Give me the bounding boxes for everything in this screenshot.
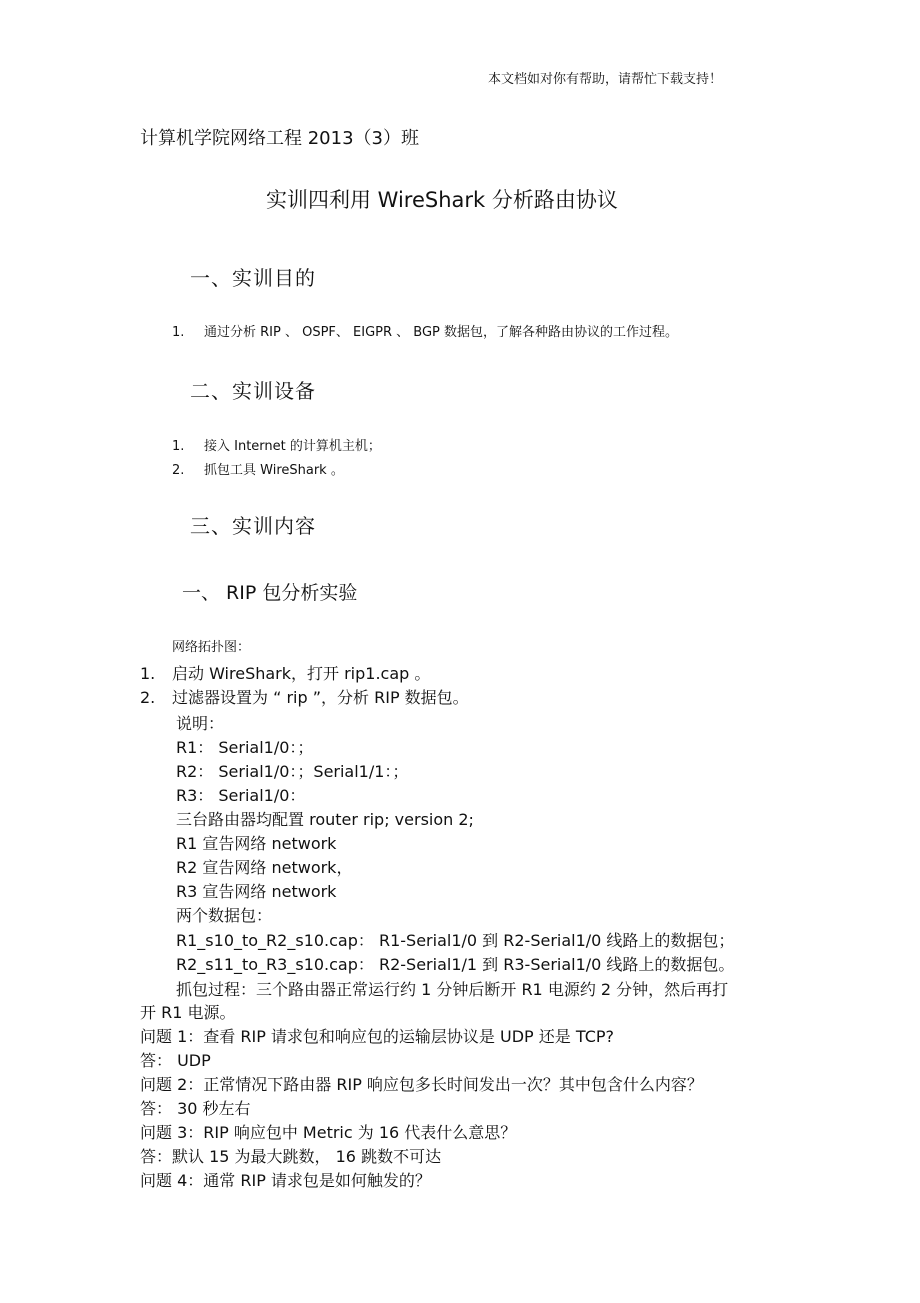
explain-line: R1： Serial1/0：；	[176, 738, 314, 757]
topology-caption: 网络拓扑图：	[172, 640, 251, 655]
section-heading-equipment: 二、实训设备	[190, 379, 316, 403]
explain-line: R1 宣告网络 network	[176, 834, 337, 853]
item-number: 1.	[172, 325, 185, 340]
explain-line: R2： Serial1/0：；Serial1/1：；	[176, 762, 409, 781]
explain-line: R2 宣告网络 network，	[176, 858, 353, 877]
subsection-heading-rip: 一、 RIP 包分析实验	[182, 582, 358, 604]
question-4: 问题 4：通常 RIP 请求包是如何触发的？	[140, 1171, 431, 1190]
item-text: 抓包工具 WireShark 。	[204, 463, 344, 478]
question-2: 问题 2：正常情况下路由器 RIP 响应包多长时间发出一次？其中包含什么内容？	[140, 1075, 703, 1094]
item-text: 接入 Internet 的计算机主机；	[204, 439, 381, 454]
header-note: 本文档如对你有帮助，请帮忙下载支持！	[488, 72, 723, 87]
capture-process-line-2: 开 R1 电源。	[140, 1003, 236, 1022]
section-heading-content: 三、实训内容	[190, 514, 316, 538]
equipment-item-1	[172, 435, 381, 454]
explain-line: 两个数据包：	[176, 906, 273, 925]
answer-2: 答： 30 秒左右	[140, 1099, 251, 1118]
class-line: 计算机学院网络工程 2013（3）班	[140, 128, 419, 149]
step-number: 1.	[140, 664, 156, 683]
step-2	[140, 685, 469, 708]
step-number: 2.	[140, 688, 156, 707]
step-1	[140, 661, 430, 684]
purpose-item-1	[172, 321, 678, 340]
question-3: 问题 3：RIP 响应包中 Metric 为 16 代表什么意思？	[140, 1123, 517, 1142]
item-number: 2.	[172, 463, 185, 478]
document-title: 实训四利用 WireShark 分析路由协议	[266, 188, 618, 212]
explain-line: R3： Serial1/0：	[176, 786, 306, 805]
explain-line: R2_s11_to_R3_s10.cap： R2-Serial1/1 到 R3-Serial1/0 线路上的数据包。	[176, 955, 735, 974]
answer-1: 答： UDP	[140, 1051, 211, 1070]
item-text: 通过分析 RIP 、 OSPF、 EIGPR 、 BGP 数据包，了解各种路由协议的工作过程。	[204, 325, 679, 340]
capture-process-line-1: 抓包过程：三个路由器正常运行约 1 分钟后断开 R1 电源约 2 分钟，然后再打	[176, 980, 729, 999]
step-text: 过滤器设置为 “ rip ”，分析 RIP 数据包。	[172, 688, 469, 707]
explain-line: R1_s10_to_R2_s10.cap： R1-Serial1/0 到 R2-Serial1/0 线路上的数据包；	[176, 931, 735, 950]
explain-line: 三台路由器均配置 router rip; version 2;	[176, 810, 474, 829]
section-heading-purpose: 一、实训目的	[190, 266, 316, 290]
item-number: 1.	[172, 439, 185, 454]
answer-3: 答：默认 15 为最大跳数， 16 跳数不可达	[140, 1147, 442, 1166]
step-text: 启动 WireShark，打开 rip1.cap 。	[172, 664, 431, 683]
explain-line: R3 宣告网络 network	[176, 882, 337, 901]
equipment-item-2	[172, 459, 344, 478]
explain-line: 说明：	[176, 714, 225, 733]
question-1: 问题 1：查看 RIP 请求包和响应包的运输层协议是 UDP 还是 TCP?	[140, 1027, 615, 1046]
